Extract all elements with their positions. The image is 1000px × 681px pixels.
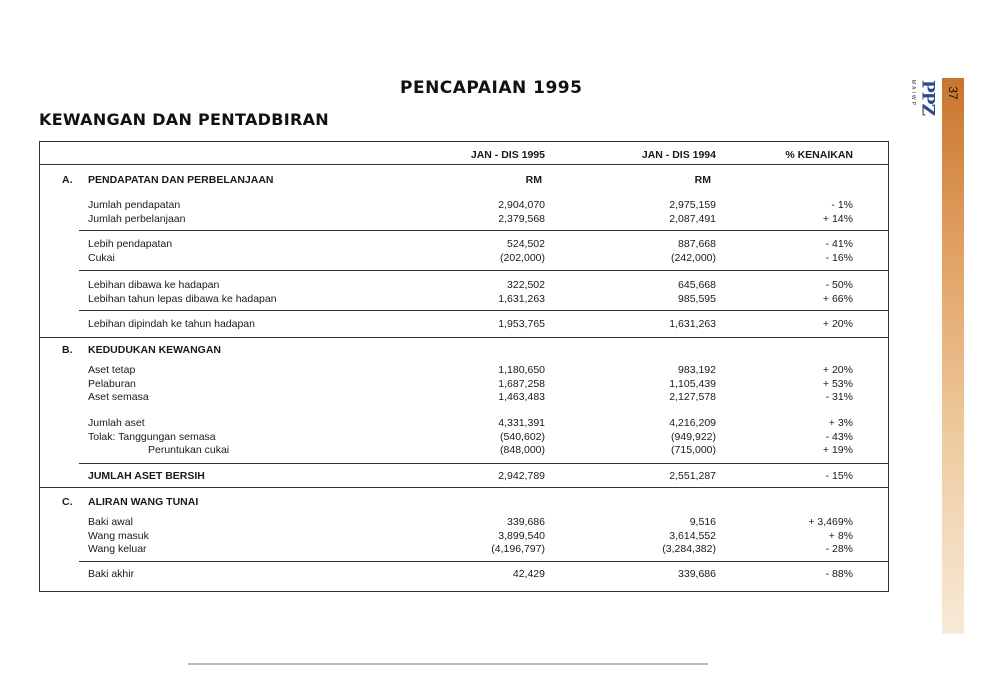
row-label: Baki awal Wang masuk Wang keluar bbox=[88, 516, 149, 555]
value-1994: 1,631,263 bbox=[669, 318, 716, 330]
value-1994: 339,686 bbox=[678, 568, 716, 580]
page-title: PENCAPAIAN 1995 bbox=[400, 78, 583, 98]
row-label: Lebih pendapatan Cukai bbox=[88, 238, 173, 264]
value-percent: + 3,469% + 8% - 28% bbox=[808, 516, 853, 555]
row-label: Lebihan dibawa ke hadapan Lebihan tahun lepas dibawa ke hadapan bbox=[88, 279, 277, 305]
value-percent: - 15% bbox=[825, 470, 853, 482]
value-1994: 983,192 1,105,439 2,127,578 bbox=[669, 364, 716, 403]
value-percent: - 50% + 66% bbox=[822, 279, 853, 305]
row-label: Baki akhir bbox=[88, 568, 135, 580]
side-logo bbox=[910, 80, 938, 126]
value-percent: - 88% bbox=[825, 568, 853, 580]
side-color-strip bbox=[942, 78, 964, 634]
footer-rule bbox=[188, 663, 708, 665]
value-percent: - 41% - 16% bbox=[825, 238, 853, 264]
value-1994: 887,668 (242,000) bbox=[671, 238, 716, 264]
divider bbox=[79, 561, 888, 562]
divider bbox=[79, 310, 888, 311]
value-percent: - 1% + 14% bbox=[822, 199, 853, 225]
header-1995: JAN - DIS 1995 bbox=[470, 149, 545, 161]
value-1994: 9,516 3,614,552 (3,284,382) bbox=[662, 516, 716, 555]
page-number: 37 bbox=[946, 86, 960, 100]
value-1994: 2,975,159 2,087,491 bbox=[669, 199, 716, 225]
section-title: PENDAPATAN DAN PERBELANJAAN bbox=[88, 174, 274, 186]
value-1995: 1,180,650 1,687,258 1,463,483 bbox=[498, 364, 545, 403]
unit-1994: RM bbox=[694, 174, 711, 186]
section-heading: KEWANGAN DAN PENTADBIRAN bbox=[39, 110, 329, 129]
section-letter: A. bbox=[62, 174, 73, 186]
header-1994: JAN - DIS 1994 bbox=[641, 149, 716, 161]
value-1995: 339,686 3,899,540 (4,196,797) bbox=[491, 516, 545, 555]
value-percent: + 3% - 43% + 19% bbox=[822, 417, 853, 456]
divider bbox=[79, 230, 888, 231]
divider bbox=[40, 487, 888, 488]
value-1994: 645,668 985,595 bbox=[678, 279, 716, 305]
value-1995: 322,502 1,631,263 bbox=[498, 279, 545, 305]
value-1995: 2,942,789 bbox=[498, 470, 545, 482]
value-1994: 2,551,287 bbox=[669, 470, 716, 482]
section-letter: C. bbox=[62, 496, 73, 508]
divider bbox=[79, 270, 888, 271]
section-title: KEDUDUKAN KEWANGAN bbox=[88, 344, 221, 356]
logo-text: PPZ bbox=[917, 80, 938, 115]
logo-subtext: MAIWP bbox=[910, 80, 916, 107]
section-letter: B. bbox=[62, 344, 73, 356]
divider bbox=[79, 463, 888, 464]
row-label: Lebihan dipindah ke tahun hadapan bbox=[88, 318, 255, 330]
value-1995: 524,502 (202,000) bbox=[500, 238, 545, 264]
value-1995: 4,331,391 (540,602) (848,000) bbox=[498, 417, 545, 456]
row-label: Aset tetap Pelaburan Aset semasa bbox=[88, 364, 149, 403]
divider bbox=[40, 337, 888, 338]
row-label: Jumlah aset Tolak: Tanggungan semasa Peruntukan cukai bbox=[88, 417, 230, 456]
value-1995: 1,953,765 bbox=[498, 318, 545, 330]
value-percent: + 20% bbox=[822, 318, 853, 330]
row-label: Jumlah pendapatan Jumlah perbelanjaan bbox=[88, 199, 186, 225]
value-1995: 2,904,070 2,379,568 bbox=[498, 199, 545, 225]
value-1995: 42,429 bbox=[512, 568, 545, 580]
header-percent-increase: % KENAIKAN bbox=[785, 149, 853, 161]
section-title: ALIRAN WANG TUNAI bbox=[88, 496, 199, 508]
value-1994: 4,216,209 (949,922) (715,000) bbox=[669, 417, 716, 456]
value-percent: + 20% + 53% - 31% bbox=[822, 364, 853, 403]
unit-1995: RM bbox=[525, 174, 542, 186]
divider bbox=[40, 164, 888, 165]
row-label: JUMLAH ASET BERSIH bbox=[88, 470, 205, 482]
financial-table bbox=[39, 141, 889, 592]
